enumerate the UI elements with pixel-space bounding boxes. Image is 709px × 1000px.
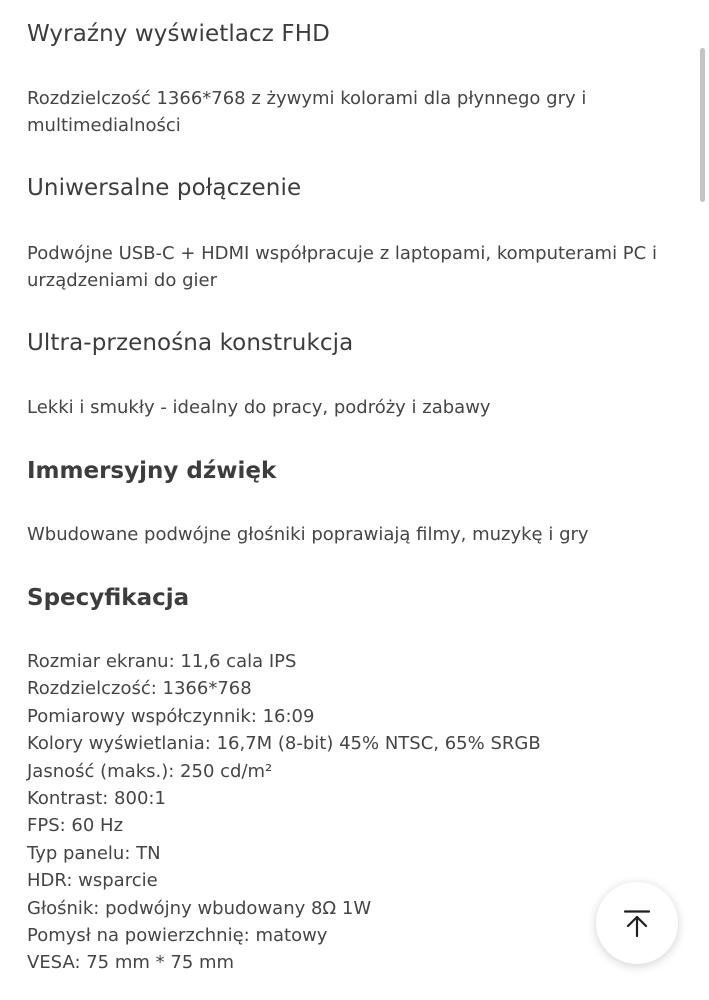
scrollbar-thumb[interactable] [700,48,705,202]
spec-line: Kontrast: 800:1 [27,788,166,810]
spec-line: Pomiarowy współczynnik: 16:09 [27,705,315,727]
spec-line: Kolory wyświetlania: 16,7M (8-bit) 45% NTSC, 65% SRGB [27,733,541,755]
spec-line: VESA: 75 mm * 75 mm [27,952,235,974]
arrow-up-to-line-icon [622,908,652,938]
spec-line: HDR: wsparcie [27,870,158,892]
section-text-connectivity: Podwójne USB-C + HDMI współpracuje z laptopami, komputerami PC i urządzeniami do gier [27,243,657,291]
section-text-portability: Lekki i smukły - idealny do pracy, podróży i zabawy [27,397,491,418]
section-heading-sound: Immersyjny dźwięk [27,458,277,484]
section-text-sound: Wbudowane podwójne głośniki poprawiają filmy, muzykę i gry [27,524,589,545]
spec-line: Głośnik: podwójny wbudowany 8Ω 1W [27,897,372,919]
section-heading-portability: Ultra-przenośna konstrukcja [27,330,354,356]
section-heading-display: Wyraźny wyświetlacz FHD [27,21,330,47]
spec-line: FPS: 60 Hz [27,815,124,837]
section-heading-connectivity: Uniwersalne połączenie [27,175,302,201]
spec-line: Pomysł na powierzchnię: matowy [27,925,328,947]
specs-title: Specyfikacja [27,585,190,611]
scroll-to-top-button[interactable] [596,882,678,964]
spec-line: Typ panelu: TN [27,842,161,864]
specs-list [27,648,541,977]
spec-line: Rozdzielczość: 1366*768 [27,678,252,700]
spec-line: Rozmiar ekranu: 11,6 cala IPS [27,651,297,672]
section-text-display: Rozdzielczość 1366*768 z żywymi kolorami dla płynnego gry i multimedialności [27,88,587,136]
scrollbar[interactable] [700,0,709,1000]
spec-line: Jasność (maks.): 250 cd/m² [27,760,273,782]
